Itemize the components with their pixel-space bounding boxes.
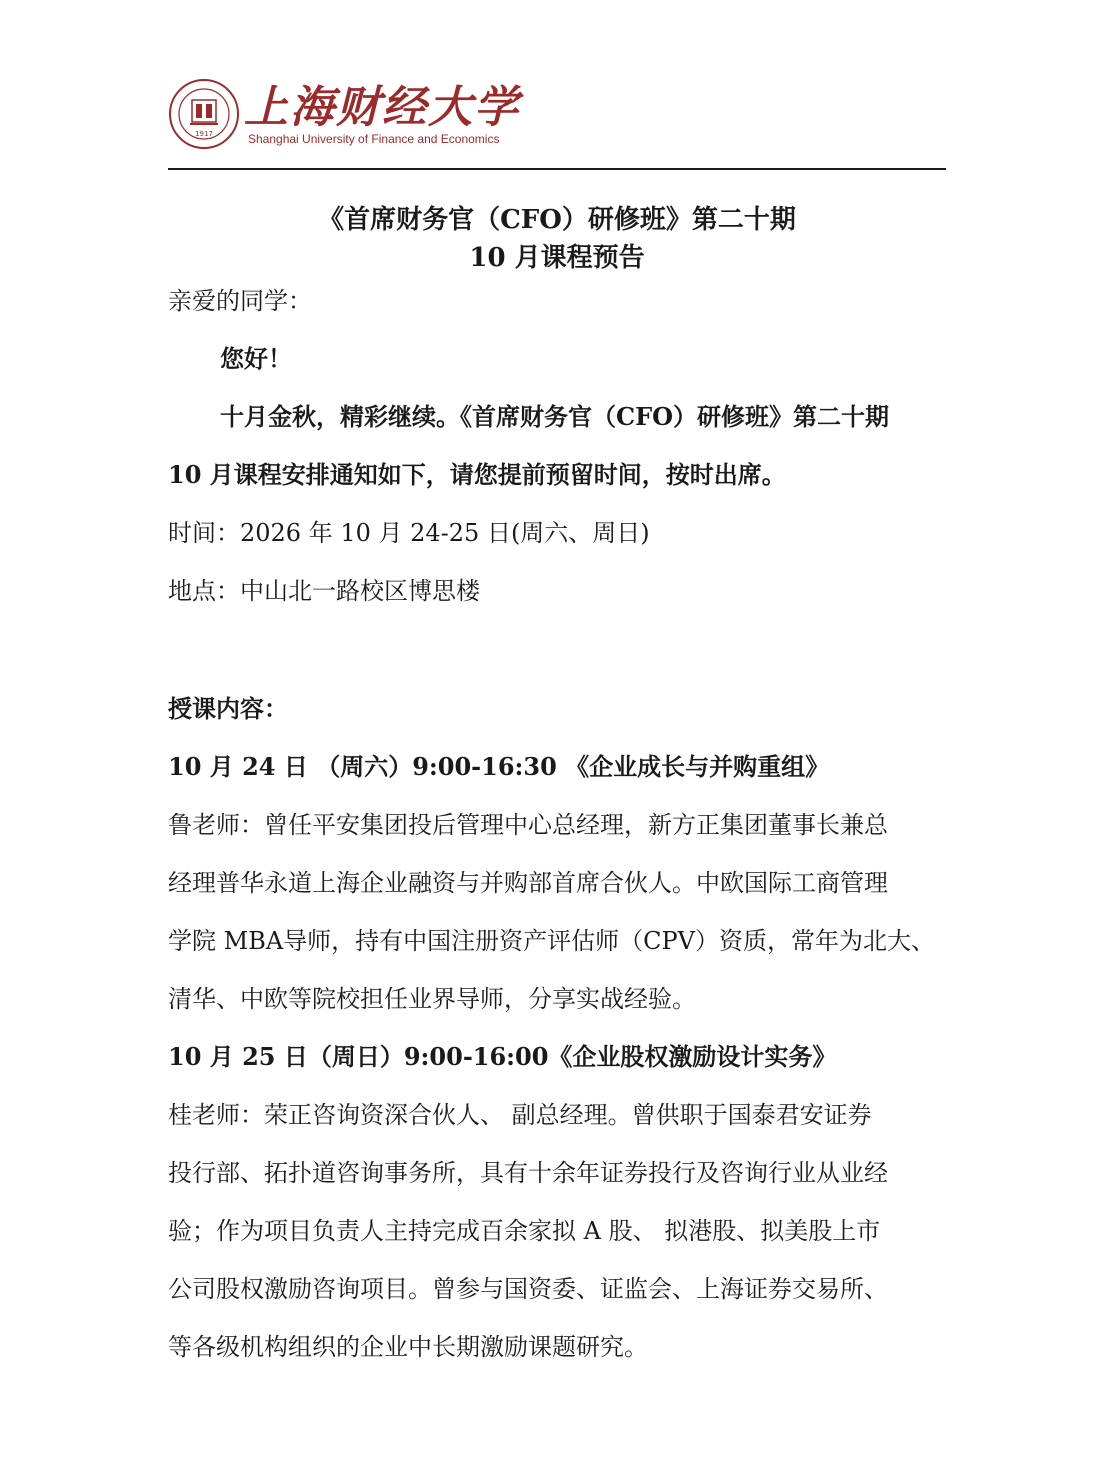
time-line: 时间：2026 年 10 月 24-25 日(周六、周日) [168,519,650,547]
session-1-line: 鲁老师：曾任平安集团投后管理中心总经理，新方正集团董事长兼总 [168,811,888,839]
intro-line-2: 10 月课程安排通知如下，请您提前预留时间，按时出席。 [168,460,786,489]
session-2-line: 等各级机构组织的企业中长期激励课题研究。 [168,1333,648,1361]
session-2-line: 桂老师：荣正咨询资深合伙人、 副总经理。曾供职于国泰君安证券 [168,1101,872,1129]
session-1-line: 学院 MBA导师，持有中国注册资产评估师（CPV）资质，常年为北大、 [168,927,936,955]
logo-english-name: Shanghai University of Finance and Economics [248,132,500,146]
content-heading: 授课内容： [168,694,288,723]
intro-line-1: 十月金秋，精彩继续。《首席财务官（CFO）研修班》第二十期 [220,402,890,431]
salutation: 亲爱的同学： [168,287,312,315]
seal-year: 1917 [195,130,213,138]
document-subtitle: 10 月课程预告 [469,243,645,273]
session-1-line: 经理普华永道上海企业融资与并购部首席合伙人。中欧国际工商管理 [168,869,888,897]
header-divider [168,168,946,170]
document-title: 《首席财务官（CFO）研修班》第二十期 [318,205,796,235]
session-2-line: 公司股权激励咨询项目。曾参与国资委、证监会、上海证券交易所、 [168,1275,888,1303]
hello-line: 您好！ [220,344,292,373]
session-1-header: 10 月 24 日 （周六）9:00-16:30 《企业成长与并购重组》 [168,752,830,781]
session-2-line: 验；作为项目负责人主持完成百余家拟 A 股、 拟港股、拟美股上市 [168,1217,881,1245]
logo-chinese-name: 上海财经大学 [244,82,520,133]
session-2-header: 10 月 25 日（周日）9:00-16:00《企业股权激励设计实务》 [168,1042,837,1071]
university-logo [168,78,520,150]
university-seal-icon [168,78,240,150]
session-1-line: 清华、中欧等院校担任业界导师，分享实战经验。 [168,985,696,1013]
session-2-line: 投行部、拓扑道咨询事务所，具有十余年证券投行及咨询行业从业经 [168,1159,888,1187]
place-line: 地点：中山北一路校区博思楼 [168,577,480,605]
